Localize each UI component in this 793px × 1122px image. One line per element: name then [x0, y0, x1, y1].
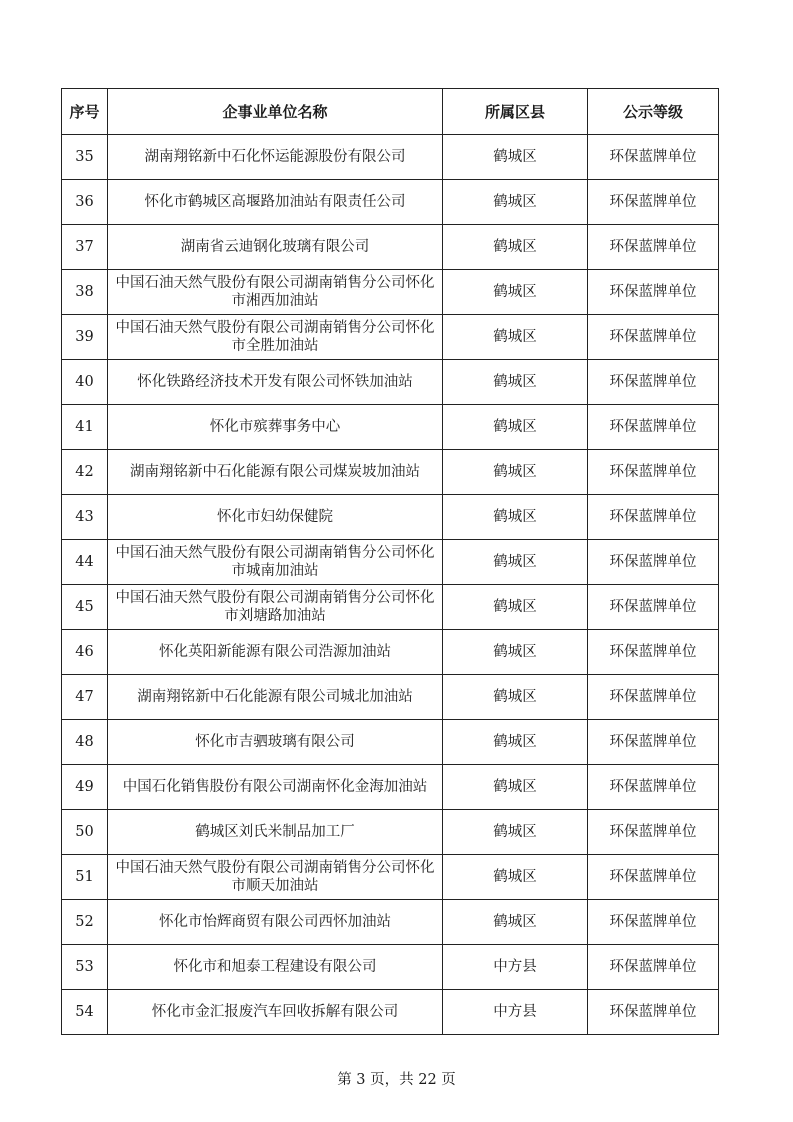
cell-no: 48 [62, 720, 108, 765]
table-body [62, 135, 719, 1035]
cell-district: 鹤城区 [443, 630, 588, 675]
cell-no: 46 [62, 630, 108, 675]
header-name: 企事业单位名称 [108, 89, 443, 135]
cell-district: 鹤城区 [443, 405, 588, 450]
cell-level: 环保蓝牌单位 [588, 180, 719, 225]
cell-name: 怀化铁路经济技术开发有限公司怀铁加油站 [108, 360, 443, 405]
cell-level: 环保蓝牌单位 [588, 585, 719, 630]
cell-name: 怀化英阳新能源有限公司浩源加油站 [108, 630, 443, 675]
cell-no: 39 [62, 315, 108, 360]
cell-name: 湖南翔铭新中石化能源有限公司城北加油站 [108, 675, 443, 720]
cell-name: 湖南省云迪钢化玻璃有限公司 [108, 225, 443, 270]
cell-name: 中国石油天然气股份有限公司湖南销售分公司怀化市顺天加油站 [108, 855, 443, 900]
cell-level: 环保蓝牌单位 [588, 630, 719, 675]
cell-district: 鹤城区 [443, 495, 588, 540]
table-row [62, 720, 719, 765]
cell-name: 怀化市吉驷玻璃有限公司 [108, 720, 443, 765]
cell-district: 鹤城区 [443, 810, 588, 855]
cell-name: 中国石油天然气股份有限公司湖南销售分公司怀化市刘塘路加油站 [108, 585, 443, 630]
cell-district: 鹤城区 [443, 180, 588, 225]
cell-district: 鹤城区 [443, 855, 588, 900]
cell-level: 环保蓝牌单位 [588, 675, 719, 720]
cell-district: 鹤城区 [443, 225, 588, 270]
cell-district: 中方县 [443, 945, 588, 990]
table-row [62, 495, 719, 540]
cell-no: 52 [62, 900, 108, 945]
cell-district: 鹤城区 [443, 900, 588, 945]
table-row [62, 855, 719, 900]
cell-level: 环保蓝牌单位 [588, 945, 719, 990]
cell-level: 环保蓝牌单位 [588, 990, 719, 1035]
table-row [62, 360, 719, 405]
cell-no: 51 [62, 855, 108, 900]
page-number: 第 3 页，共 22 页 [337, 1072, 456, 1088]
table-row [62, 675, 719, 720]
cell-district: 鹤城区 [443, 540, 588, 585]
cell-level: 环保蓝牌单位 [588, 765, 719, 810]
table-row [62, 585, 719, 630]
cell-district: 鹤城区 [443, 720, 588, 765]
cell-no: 38 [62, 270, 108, 315]
enterprise-table [61, 88, 719, 1035]
cell-name: 怀化市和旭泰工程建设有限公司 [108, 945, 443, 990]
cell-level: 环保蓝牌单位 [588, 810, 719, 855]
cell-name: 湖南翔铭新中石化怀运能源股份有限公司 [108, 135, 443, 180]
table-row [62, 270, 719, 315]
header-district: 所属区县 [443, 89, 588, 135]
cell-no: 35 [62, 135, 108, 180]
cell-district: 鹤城区 [443, 765, 588, 810]
cell-district: 鹤城区 [443, 450, 588, 495]
cell-level: 环保蓝牌单位 [588, 540, 719, 585]
cell-level: 环保蓝牌单位 [588, 315, 719, 360]
table-row [62, 540, 719, 585]
table-row [62, 405, 719, 450]
table-row [62, 225, 719, 270]
cell-district: 中方县 [443, 990, 588, 1035]
cell-level: 环保蓝牌单位 [588, 855, 719, 900]
cell-level: 环保蓝牌单位 [588, 225, 719, 270]
cell-district: 鹤城区 [443, 135, 588, 180]
cell-no: 53 [62, 945, 108, 990]
cell-no: 43 [62, 495, 108, 540]
cell-no: 41 [62, 405, 108, 450]
cell-level: 环保蓝牌单位 [588, 495, 719, 540]
cell-name: 怀化市鹤城区高堰路加油站有限责任公司 [108, 180, 443, 225]
header-level: 公示等级 [588, 89, 719, 135]
cell-no: 37 [62, 225, 108, 270]
cell-level: 环保蓝牌单位 [588, 720, 719, 765]
cell-district: 鹤城区 [443, 315, 588, 360]
cell-district: 鹤城区 [443, 585, 588, 630]
cell-name: 湖南翔铭新中石化能源有限公司煤炭坡加油站 [108, 450, 443, 495]
cell-no: 54 [62, 990, 108, 1035]
cell-no: 49 [62, 765, 108, 810]
cell-district: 鹤城区 [443, 270, 588, 315]
table-row [62, 945, 719, 990]
cell-level: 环保蓝牌单位 [588, 135, 719, 180]
cell-no: 36 [62, 180, 108, 225]
cell-name: 中国石油天然气股份有限公司湖南销售分公司怀化市全胜加油站 [108, 315, 443, 360]
table-row [62, 135, 719, 180]
cell-no: 42 [62, 450, 108, 495]
table-row [62, 765, 719, 810]
cell-no: 45 [62, 585, 108, 630]
cell-level: 环保蓝牌单位 [588, 405, 719, 450]
cell-level: 环保蓝牌单位 [588, 900, 719, 945]
cell-no: 40 [62, 360, 108, 405]
cell-district: 鹤城区 [443, 675, 588, 720]
table-row [62, 900, 719, 945]
cell-level: 环保蓝牌单位 [588, 450, 719, 495]
cell-name: 中国石化销售股份有限公司湖南怀化金海加油站 [108, 765, 443, 810]
cell-name: 中国石油天然气股份有限公司湖南销售分公司怀化市湘西加油站 [108, 270, 443, 315]
table-row [62, 180, 719, 225]
cell-name: 怀化市金汇报废汽车回收拆解有限公司 [108, 990, 443, 1035]
cell-name: 怀化市殡葬事务中心 [108, 405, 443, 450]
table-row [62, 990, 719, 1035]
cell-district: 鹤城区 [443, 360, 588, 405]
cell-name: 鹤城区刘氏米制品加工厂 [108, 810, 443, 855]
table-row [62, 630, 719, 675]
table-row [62, 810, 719, 855]
cell-no: 44 [62, 540, 108, 585]
header-no: 序号 [62, 89, 108, 135]
cell-name: 中国石油天然气股份有限公司湖南销售分公司怀化市城南加油站 [108, 540, 443, 585]
cell-name: 怀化市妇幼保健院 [108, 495, 443, 540]
table-row [62, 450, 719, 495]
table-header-row [62, 89, 719, 135]
cell-no: 50 [62, 810, 108, 855]
cell-level: 环保蓝牌单位 [588, 270, 719, 315]
cell-level: 环保蓝牌单位 [588, 360, 719, 405]
cell-no: 47 [62, 675, 108, 720]
cell-name: 怀化市怡辉商贸有限公司西怀加油站 [108, 900, 443, 945]
table-row [62, 315, 719, 360]
